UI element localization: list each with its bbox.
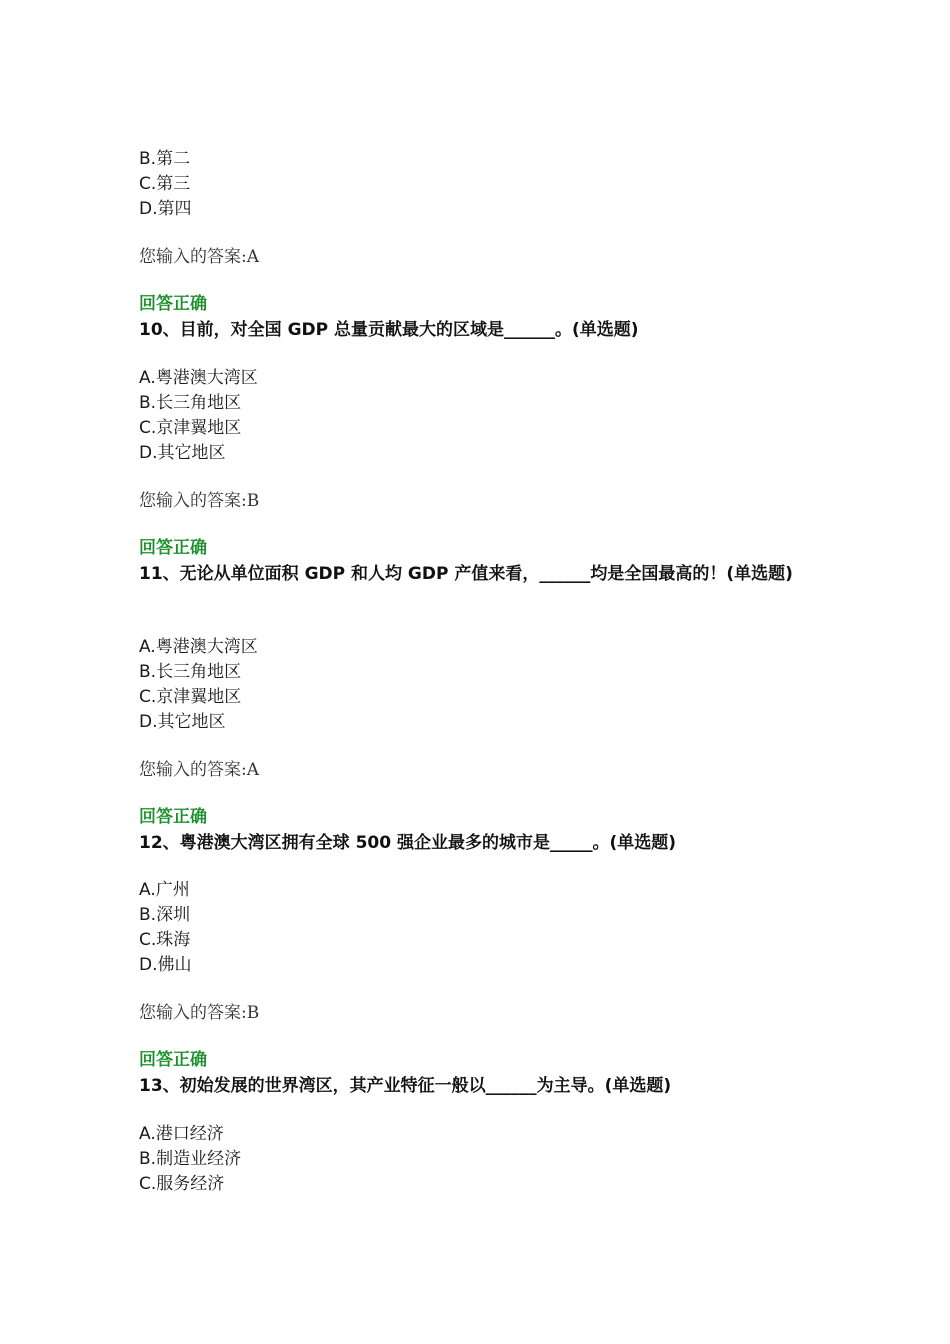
option-d: D.其它地区	[139, 712, 226, 732]
option-a: A.港口经济	[139, 1124, 224, 1144]
option-b: B.长三角地区	[139, 393, 242, 413]
question-text: 11、无论从单位面积 GDP 和人均 GDP 产值来看，______均是全国最高的！(单选题)	[139, 564, 793, 584]
result-correct: 回答正确	[139, 294, 207, 314]
your-answer: 您输入的答案:A	[139, 247, 260, 267]
your-answer: 您输入的答案:B	[139, 1003, 260, 1023]
option-c: C.京津翼地区	[139, 418, 242, 438]
option-d: D.其它地区	[139, 443, 226, 463]
question-text: 10、目前，对全国 GDP 总量贡献最大的区域是______。(单选题)	[139, 320, 639, 340]
option-c: C.服务经济	[139, 1174, 225, 1194]
result-correct: 回答正确	[139, 807, 207, 827]
your-answer: 您输入的答案:A	[139, 760, 260, 780]
result-correct: 回答正确	[139, 1050, 207, 1070]
option-d: D.佛山	[139, 955, 192, 975]
your-answer: 您输入的答案:B	[139, 491, 260, 511]
question-text: 12、粤港澳大湾区拥有全球 500 强企业最多的城市是_____。(单选题)	[139, 833, 677, 853]
option-b: B.长三角地区	[139, 662, 242, 682]
option-b: B.深圳	[139, 905, 191, 925]
option-c: C.第三	[139, 174, 191, 194]
option-b: B.制造业经济	[139, 1149, 242, 1169]
option-a: A.粤港澳大湾区	[139, 368, 258, 388]
option-c: C.珠海	[139, 930, 191, 950]
result-correct: 回答正确	[139, 538, 207, 558]
option-c: C.京津翼地区	[139, 687, 242, 707]
option-b: B.第二	[139, 149, 191, 169]
option-a: A.广州	[139, 880, 190, 900]
option-d: D.第四	[139, 199, 192, 219]
option-a: A.粤港澳大湾区	[139, 637, 258, 657]
question-text: 13、初始发展的世界湾区，其产业特征一般以______为主导。(单选题)	[139, 1076, 672, 1096]
